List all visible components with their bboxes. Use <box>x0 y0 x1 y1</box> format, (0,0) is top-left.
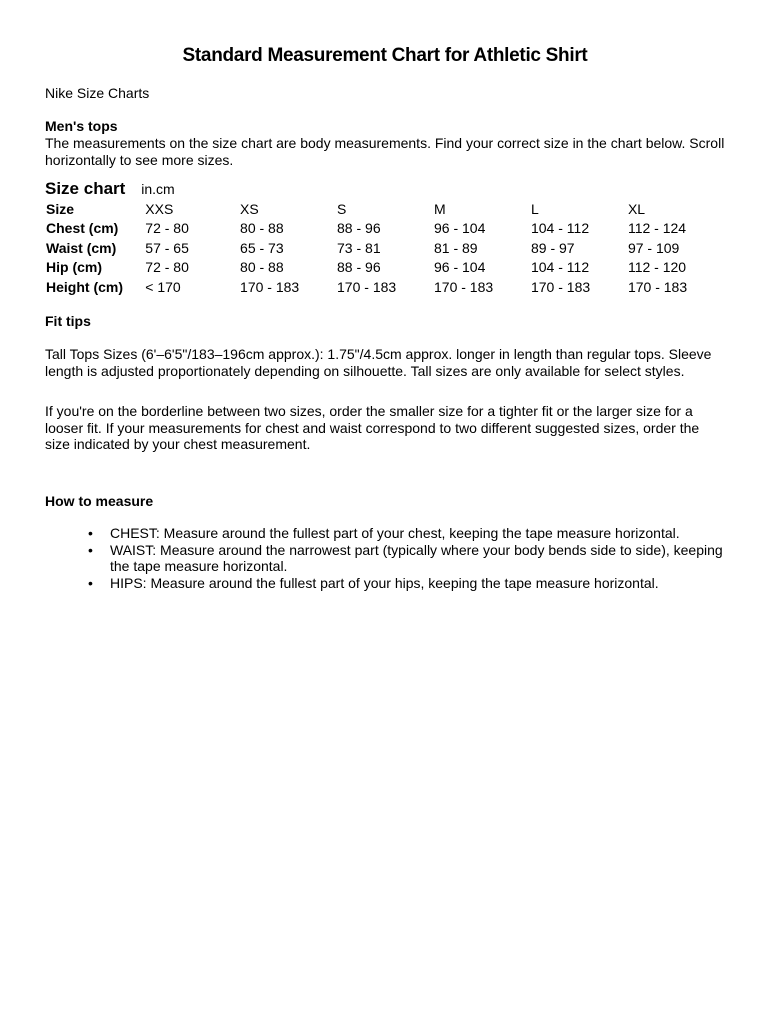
size-chart-title: Size chart <box>45 179 126 198</box>
fit-tips-paragraph: If you're on the borderline between two sizes, order the smaller size for a tighter fit or the larger size for a looser fit. If your measurements for chest and waist correspond to two different suggested sizes, order the size indicated by your chest measurement. <box>45 403 700 452</box>
table-row <box>45 219 725 239</box>
list-item-text: HIPS: Measure around the fullest part of your hips, keeping the tape measure horizontal. <box>110 574 659 591</box>
table-cell: 170 - 183 <box>530 278 591 295</box>
mens-tops-heading: Men's tops <box>45 118 118 134</box>
table-header-row <box>45 199 725 219</box>
table-cell: 73 - 81 <box>337 239 381 256</box>
table-cell: 104 - 112 <box>530 259 590 276</box>
list-item-text: WAIST: Measure around the narrowest part (typically where your body bends side to side), keeping the tape measure horizontal. <box>110 541 723 574</box>
table-cell: < 170 <box>145 278 181 295</box>
table-cell: 104 - 112 <box>530 220 590 237</box>
table-header-cell: L <box>530 200 539 217</box>
table-header-cell: XS <box>240 200 259 217</box>
table-cell: 89 - 97 <box>530 239 575 256</box>
mens-tops-description: The measurements on the size chart are body measurements. Find your correct size in the chart below. Scroll horizontally to see more sizes. <box>45 135 725 168</box>
table-cell: 112 - 120 <box>627 259 687 276</box>
table-cell: 96 - 104 <box>434 220 486 237</box>
list-item <box>88 541 725 575</box>
table-row <box>45 258 725 278</box>
table-cell: 170 - 183 <box>434 278 494 295</box>
table-header-cell: XL <box>627 200 646 217</box>
table-header-cell: XXS <box>145 200 174 217</box>
table-row <box>45 238 725 258</box>
table-cell: 72 - 80 <box>145 220 189 237</box>
table-cell: 88 - 96 <box>337 259 381 276</box>
list-item <box>88 525 725 542</box>
table-row-label: Height (cm) <box>46 278 123 295</box>
table-cell: 65 - 73 <box>240 239 284 256</box>
table-row-label: Waist (cm) <box>46 239 117 256</box>
table-cell: 170 - 183 <box>627 278 688 295</box>
table-cell: 88 - 96 <box>337 220 381 237</box>
fit-tips-paragraph: Tall Tops Sizes (6'–6'5"/183–196cm approx.): 1.75"/4.5cm approx. longer in length than regular tops. Sleeve length is adjusted proportionately depending on silhouette. Tall sizes are only available for select styles. <box>45 346 712 379</box>
table-row <box>45 277 725 297</box>
fit-tips-heading: Fit tips <box>45 313 91 329</box>
table-cell: 81 - 89 <box>434 239 478 256</box>
bullet-icon: • <box>88 574 93 591</box>
table-cell: 97 - 109 <box>627 239 680 256</box>
bullet-icon: • <box>88 525 93 541</box>
table-header-label: Size <box>46 200 75 217</box>
table-header-cell: S <box>337 200 347 217</box>
list-item-text: CHEST: Measure around the fullest part of your chest, keeping the tape measure horizontal. <box>110 525 680 541</box>
table-cell: 112 - 124 <box>627 220 687 237</box>
table-row-label: Hip (cm) <box>46 259 102 276</box>
measure-list <box>45 525 725 591</box>
document-title: Standard Measurement Chart for Athletic Shirt <box>182 45 588 66</box>
table-cell: 170 - 183 <box>240 278 300 295</box>
size-table <box>45 199 725 297</box>
bullet-icon: • <box>88 541 93 558</box>
table-cell: 80 - 88 <box>240 220 284 237</box>
table-cell: 57 - 65 <box>145 239 189 256</box>
table-row-label: Chest (cm) <box>46 220 119 237</box>
table-cell: 170 - 183 <box>337 278 397 295</box>
list-item <box>88 574 725 592</box>
brand-line: Nike Size Charts <box>45 85 150 101</box>
table-cell: 96 - 104 <box>434 259 486 276</box>
table-header-cell: M <box>434 200 446 217</box>
table-cell: 72 - 80 <box>145 259 189 276</box>
how-to-measure-heading: How to measure <box>45 493 154 509</box>
size-chart-units: in.cm <box>141 181 175 197</box>
table-cell: 80 - 88 <box>240 259 284 276</box>
size-chart-header <box>45 179 175 199</box>
